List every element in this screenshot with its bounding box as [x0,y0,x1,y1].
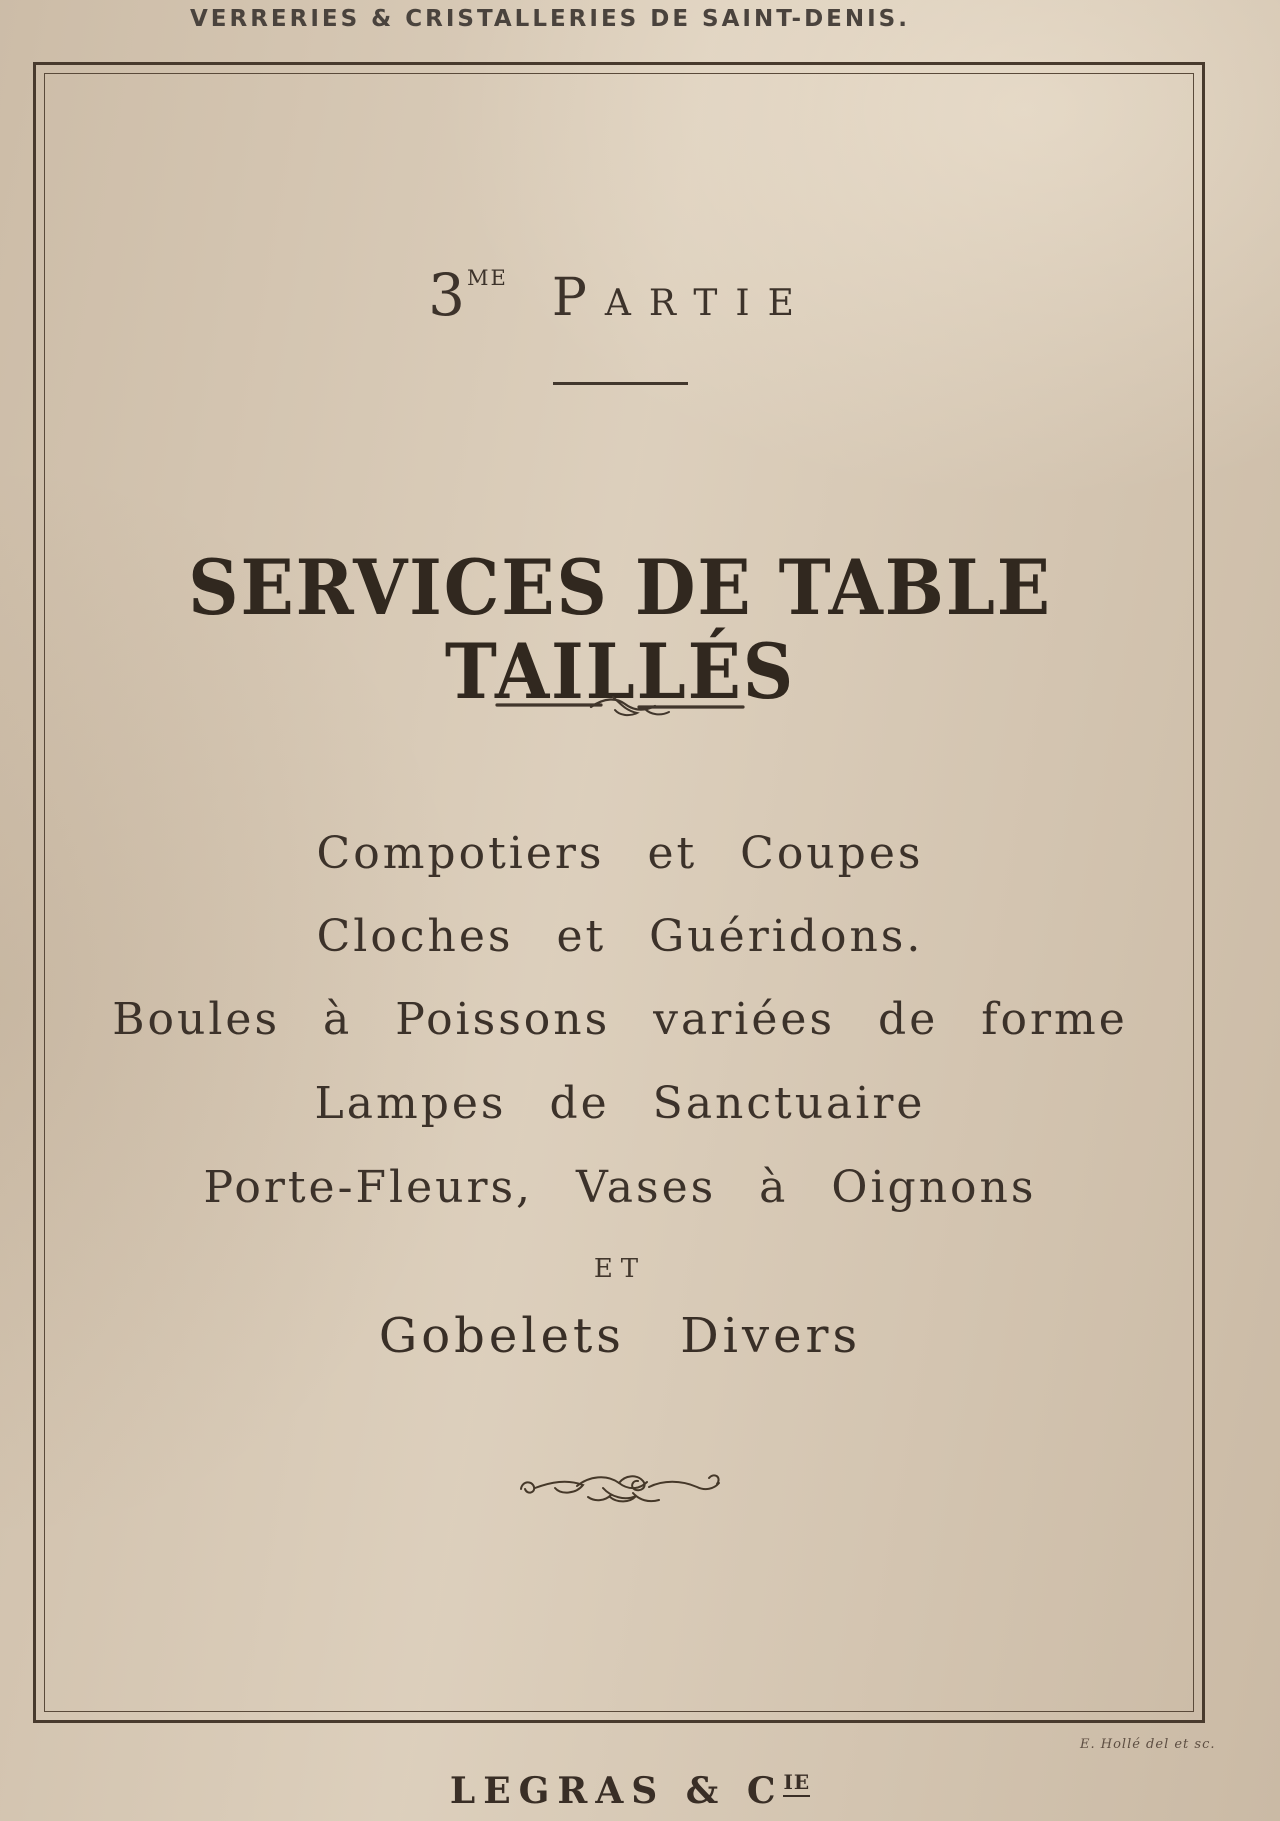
title-divider-ornament [495,694,745,720]
final-list-item: Gobelets Divers [378,1308,862,1364]
page-title: SERVICES DE TABLE TAILLÉS [188,543,1052,716]
list-item: Porte-Fleurs, Vases à Oignons [203,1162,1037,1213]
part-heading-rule [553,382,688,385]
flourish-ornament [515,1465,735,1509]
part-number: 3 [428,261,466,329]
list-item: Lampes de Sanctuaire [314,1078,926,1129]
list-item: Compotiers et Coupes [316,828,924,879]
publisher-imprint [0,1770,1260,1812]
engraver-credit: E. Hollé del et sc. [1080,1737,1216,1752]
publisher-name: LEGRAS & C [449,1770,784,1812]
part-heading [30,261,1210,329]
publisher-superscript: IE [783,1770,810,1797]
part-word: Partie [551,268,812,328]
list-item: Cloches et Guéridons. [316,911,924,962]
part-ordinal-superscript: ME [467,266,508,290]
conjunction-et: ET [593,1254,647,1284]
list-item: Boules à Poissons variées de forme [112,994,1128,1045]
page-header: VERRERIES & CRISTALLERIES DE SAINT-DENIS. [189,6,910,32]
